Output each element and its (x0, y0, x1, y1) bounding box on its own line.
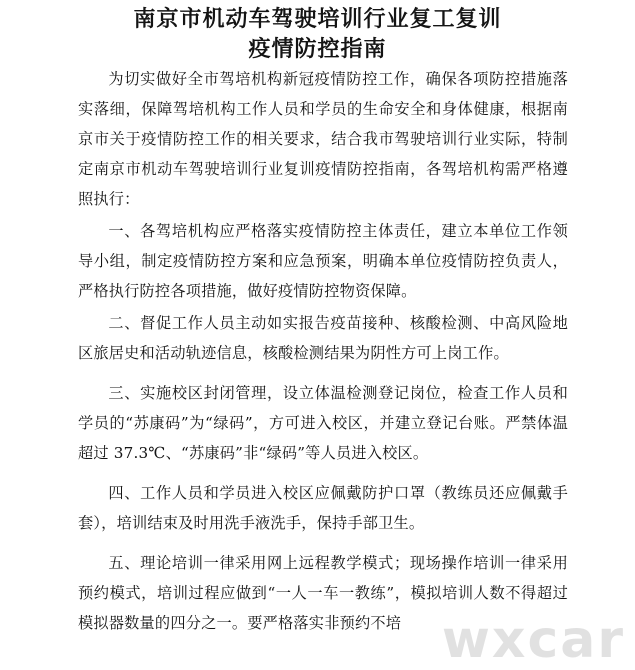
paragraph-intro: 为切实做好全市驾培机构新冠疫情防控工作，确保各项防控措施落实落细，保障驾培机构工作人员和学员的生命安全和身体健康，根据南京市关于疫情防控工作的相关要求，结合我市驾驶培训行业实际，特制定南京市机动车驾驶培训行业复训疫情防控指南，各驾培机构需严格遵照执行： (78, 70, 568, 208)
paragraph-item-4: 四、工作人员和学员进入校区应佩戴防护口罩（教练员还应佩戴手套），培训结束及时用洗手液洗手，保持手部卫生。 (78, 484, 568, 532)
document-title-line-2: 疫情防控指南 (248, 36, 387, 62)
paragraph-item-2: 二、督促工作人员主动如实报告疫苗接种、核酸检测、中高风险地区旅居史和活动轨迹信息，核酸检测结果为阴性方可上岗工作。 (78, 314, 568, 362)
document-title-line-1: 南京市机动车驾驶培训行业复工复训 (133, 6, 502, 32)
paragraph-item-3: 三、实施校区封闭管理，设立体温检测登记岗位，检查工作人员和学员的“苏康码”为“绿码”，方可进入校区，并建立登记台账。严禁体温超过 37.3℃、“苏康码”非“绿码”等人员进入校区。 (78, 384, 568, 462)
paragraph-item-1: 一、各驾培机构应严格落实疫情防控主体责任，建立本单位工作领导小组，制定疫情防控方案和应急预案，明确本单位疫情防控负责人，严格执行防控各项措施，做好疫情防控物资保障。 (78, 222, 568, 300)
document-body (78, 64, 568, 638)
watermark: wxcar (441, 610, 625, 670)
paragraph-item-5: 五、理论培训一律采用网上远程教学模式；现场操作培训一律采用预约模式，培训过程应做到“一人一车一教练”，模拟培训人数不得超过模拟器数量的四分之一。要严格落实非预约不培 (78, 554, 568, 632)
